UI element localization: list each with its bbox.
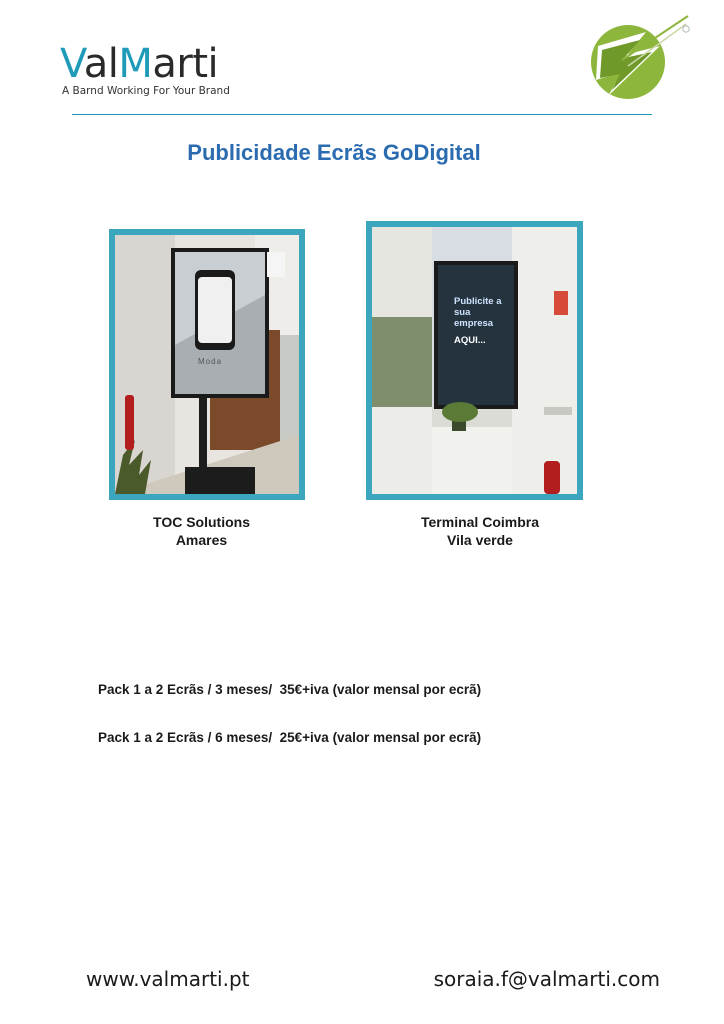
header-divider: [72, 114, 652, 115]
caption-toc-solutions: [124, 513, 279, 549]
page-title: Publicidade Ecrãs GoDigital: [187, 140, 481, 165]
valmarti-emblem-icon: [582, 10, 694, 106]
caption-line-2: Vila verde: [447, 532, 513, 548]
footer-website[interactable]: www.valmarti.pt: [86, 967, 250, 991]
logo-wordmark: [60, 41, 230, 87]
photo-terminal-coimbra: [366, 221, 583, 500]
logo-tagline: A Barnd Working For Your Brand: [62, 85, 230, 97]
pack-3-months: Pack 1 a 2 Ecrãs / 3 meses/ 35€+iva (valor mensal por ecrã): [98, 682, 482, 697]
footer-email[interactable]: soraia.f@valmarti.com: [433, 967, 660, 991]
logo-text-arti: arti: [152, 41, 219, 87]
promo-line-1: Publicite a: [454, 296, 502, 307]
logo-text-al: al: [83, 41, 119, 87]
caption-line-2: Amares: [175, 532, 228, 548]
logo-letter-v: V: [60, 41, 84, 87]
promo-line-4: AQUI...: [454, 335, 486, 346]
caption-line-1: TOC Solutions: [153, 514, 250, 530]
screen-promo-text: [454, 296, 524, 346]
logo-letter-m: M: [118, 41, 153, 87]
screen-label-moda: Moda: [198, 357, 223, 366]
pack-6-months: Pack 1 a 2 Ecrãs / 6 meses/ 25€+iva (valor mensal por ecrã): [98, 730, 482, 745]
caption-line-1: Terminal Coimbra: [421, 514, 539, 530]
caption-terminal-coimbra: [390, 513, 570, 549]
promo-line-2: sua: [454, 307, 471, 318]
brand-logo: [60, 41, 230, 97]
promo-line-3: empresa: [454, 318, 494, 329]
